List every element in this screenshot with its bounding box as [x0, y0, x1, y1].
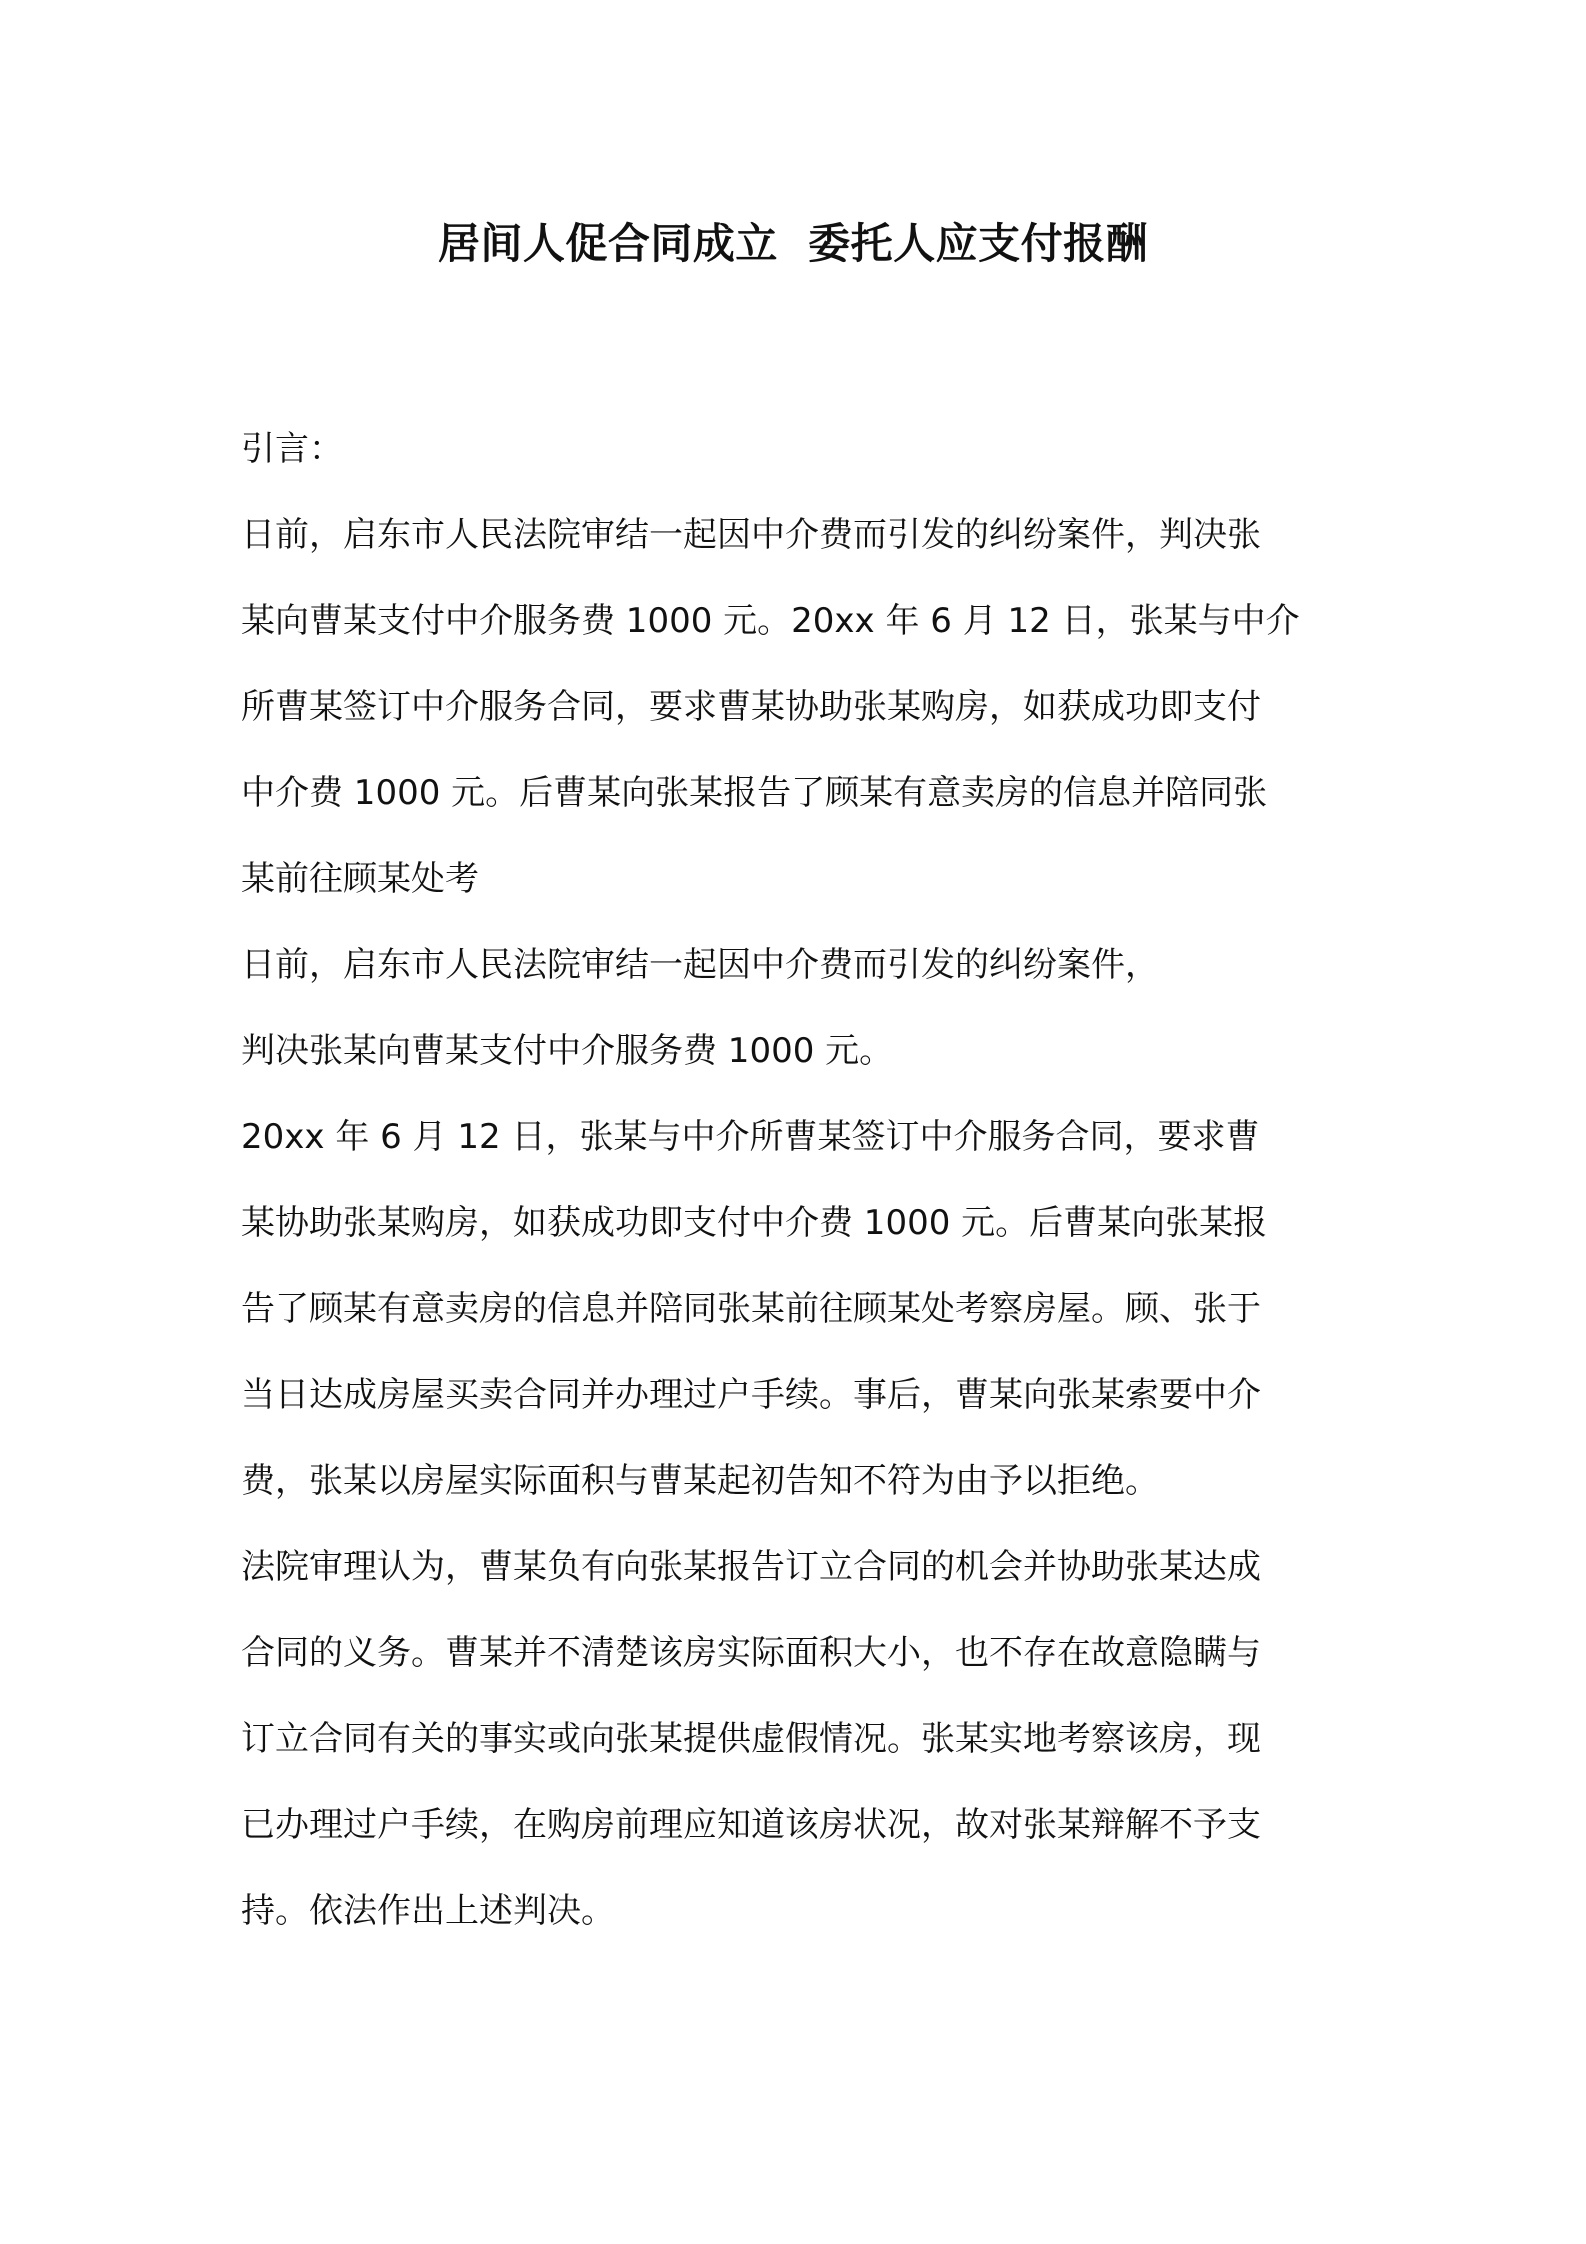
- document-body: [241, 406, 1361, 1954]
- body-line: 订立合同有关的事实或向张某提供虚假情况。张某实地考察该房，现: [241, 1719, 1261, 1759]
- body-line: 当日达成房屋买卖合同并办理过户手续。事后，曹某向张某索要中介: [241, 1375, 1261, 1415]
- body-line: 某向曹某支付中介服务费 1000 元。20xx 年 6 月 12 日，张某与中介: [241, 601, 1300, 641]
- body-line: 法院审理认为，曹某负有向张某报告订立合同的机会并协助张某达成: [241, 1547, 1261, 1587]
- body-line: 判决张某向曹某支付中介服务费 1000 元。: [241, 1031, 894, 1071]
- body-line: 某协助张某购房，如获成功即支付中介费 1000 元。后曹某向张某报: [241, 1203, 1268, 1243]
- body-line: 某前往顾某处考: [241, 859, 479, 899]
- body-line: 日前，启东市人民法院审结一起因中介费而引发的纠纷案件，判决张: [241, 515, 1261, 555]
- body-line: 引言：: [241, 429, 343, 469]
- document-title: 居间人促合同成立 委托人应支付报酬: [437, 219, 1149, 268]
- body-line: 持。依法作出上述判决。: [241, 1891, 615, 1931]
- body-line: 日前，启东市人民法院审结一起因中介费而引发的纠纷案件，: [241, 945, 1159, 985]
- body-line: 合同的义务。曹某并不清楚该房实际面积大小，也不存在故意隐瞒与: [241, 1633, 1261, 1673]
- body-line: 20xx 年 6 月 12 日，张某与中介所曹某签订中介服务合同，要求曹: [241, 1117, 1260, 1157]
- body-line: 已办理过户手续，在购房前理应知道该房状况，故对张某辩解不予支: [241, 1805, 1261, 1845]
- body-line: 告了顾某有意卖房的信息并陪同张某前往顾某处考察房屋。顾、张于: [241, 1289, 1261, 1329]
- body-line: 所曹某签订中介服务合同，要求曹某协助张某购房，如获成功即支付: [241, 687, 1261, 727]
- body-line: 费，张某以房屋实际面积与曹某起初告知不符为由予以拒绝。: [241, 1461, 1159, 1501]
- body-line: 中介费 1000 元。后曹某向张某报告了顾某有意卖房的信息并陪同张: [241, 773, 1268, 813]
